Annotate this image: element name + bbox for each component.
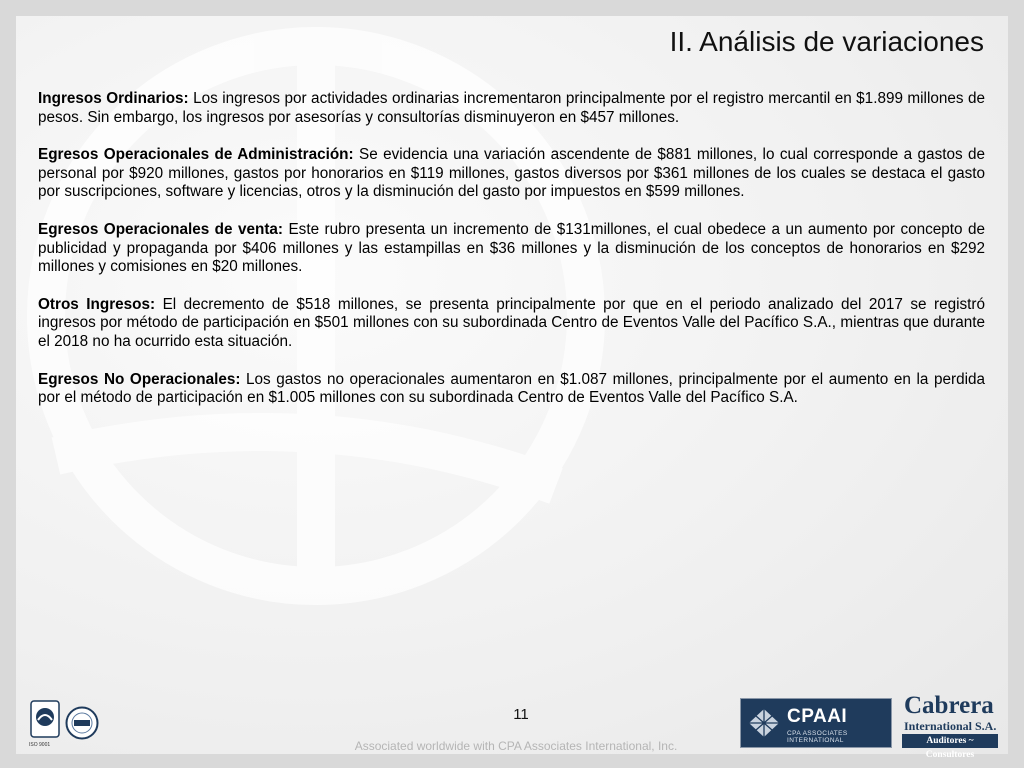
slide-title: II. Análisis de variaciones	[669, 26, 984, 57]
paragraph-label: Egresos Operacionales de venta:	[38, 220, 284, 238]
paragraph-ingresos-ordinarios	[38, 90, 985, 127]
iso-certification-logo	[30, 700, 60, 748]
footer-tagline: Associated worldwide with CPA Associates International, Inc.	[354, 739, 678, 753]
paragraph-egresos-no-operacionales	[38, 371, 985, 408]
cpaai-subtitle: CPA ASSOCIATES INTERNATIONAL	[787, 730, 848, 744]
cabrera-tagline: Auditores ~ Consultores	[902, 734, 998, 748]
paragraph-egresos-administracion	[38, 146, 985, 202]
paragraph-text: El decremento de $518 millones, se presenta principalmente por que en el periodo analizado del 2017 se registró ingresos por método de participación en $501 millones con su subordinada Centro de Eventos Valle del Pacífico S.A., mientras que durante el 2018 no ha ocurrido esta situación.	[38, 295, 985, 350]
paragraph-text: Se evidencia una variación ascendente de $881 millones, lo cual corresponde a gastos de personal por $920 millones, gastos por honorarios en $119 millones, gastos diversos por $361 millones de los cuales se destaca el gasto por suscripciones, software y licencias, otros y la disminución del gasto por impuestos en $599 millones.	[38, 146, 986, 201]
paragraph-text: Los gastos no operacionales aumentaron en $1.087 millones, principalmente por el aumento en la perdida por el método de participación en $1.005 millones con su subordinada Centro de Eventos Valle del Pacífico S.A.	[38, 370, 985, 407]
paragraph-label: Otros Ingresos:	[38, 295, 156, 313]
paragraph-egresos-venta	[38, 221, 985, 277]
cpaai-logo	[740, 698, 892, 748]
paragraph-text: Los ingresos por actividades ordinarias incrementaron principalmente por el registro mercantil en $1.899 millones de pesos. Sin embargo, los ingresos por asesorías y consultorías disminuyeron en $457 millones.	[38, 90, 985, 126]
slide	[16, 16, 1008, 760]
cpaai-name: CPAAI	[787, 706, 848, 727]
globe-icon	[747, 707, 781, 739]
page-number: 11	[513, 706, 529, 723]
cabrera-logo	[900, 692, 1000, 760]
paragraph-label: Ingresos Ordinarios:	[38, 90, 189, 107]
paragraph-label: Egresos Operacionales de Administración:	[38, 146, 354, 164]
iso-caption: ISO 9001	[29, 742, 51, 748]
cabrera-name: Cabrera	[904, 692, 994, 719]
cabrera-international: International S.A.	[904, 719, 997, 733]
paragraph-label: Egresos No Operacionales:	[38, 370, 241, 388]
iqnet-certification-logo	[65, 706, 99, 740]
paragraph-text: Este rubro presenta un incremento de $131millones, el cual obedece a un aumento por concepto de publicidad y propaganda por $406 millones y las estampillas en $36 millones y la disminución de los conceptos de honorarios en $292 millones y comisiones en $20 millones.	[38, 220, 985, 276]
content-body	[38, 90, 985, 427]
paragraph-otros-ingresos	[38, 296, 985, 352]
